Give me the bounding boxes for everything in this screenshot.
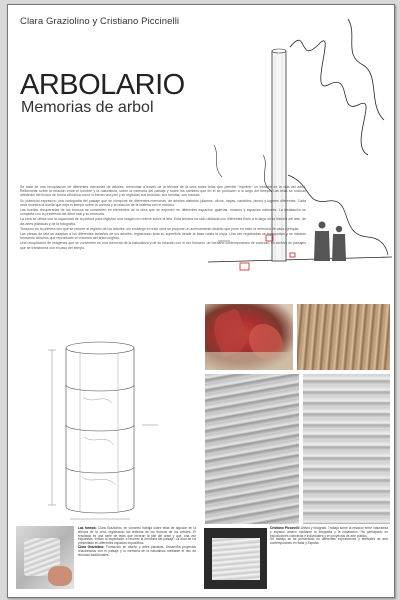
poster [7,4,395,598]
paragraph: Las piezas de tela se adaptan a los diferentes tamaños de los árboles, registrando toda su superficie desde la base hasta la copa. Una vez registradas se transportan y se instalan formando cilindros que reproducen el volumen del árbol original. [20,232,306,241]
paragraph: Una recopilación de imágenes que se convierten en una memoria de la naturaleza y de su relación con el ser humano: un herbario contemporáneo de cortezas, un archivo de paisajes que se transforma con el paso del tiempo. [20,241,306,250]
photo-hand-holding-cloth [16,526,74,589]
caption-name: Cristiano Piccinelli: [270,526,300,530]
poster-subtitle: Memorias de arbol [21,99,154,116]
caption-name: Las formas: [78,526,97,530]
caption-text: Clara Graziolino, en concreto trabaja sobre telas de algodón en la técnica de la cera, registrando las texturas de los troncos de los árboles. El resultado es una serie de telas que recrean la piel del árbol y que, una vez expuestas, invitan al espectador a recorrer la memoria del paisaje. La obra se ha presentado en diferentes espacios expositivos. [78,526,196,546]
photo-wax-cloth-mid [303,374,390,524]
caption-text: Artista y fotógrafo. Trabaja sobre la relación entre naturaleza y espacio urbano mediante la fotografía y la instalación. Ha participado en exposiciones colectivas e individuales y en proyectos de arte público. [270,526,388,538]
paragraph: La cera se utiliza con la capacidad de la pintura para registrar una imagen en relieve sobre la tela. Esta técnica ha sido utilizada con diferentes fines a lo largo de la historia del arte, de las artes plásticas y de la fotografía. [20,217,306,226]
photo-wax-cloth-square [204,528,267,589]
caption-name: Clara Graziolino: [78,544,105,549]
caption-right [270,527,388,546]
paragraph: Su potencial expresivo: una cartografía del paisaje que se compone de diferentes memorias, de árboles distintos (álamos, olivos, hayas, castaños, pinos) y lugares diferentes. Cada obra muestra la huella que deja el tiempo sobre la corteza y la relación de la materia con el entorno. [20,198,306,207]
photo-red-leaves [205,304,293,370]
photo-bark-texture [297,304,390,370]
caption-left [78,527,196,557]
authors: Clara Graziolino y Cristiano Piccinelli [20,16,180,27]
caption-text: Formación en diseño y artes plásticas. Desarrolla proyectos relacionados con el paisaje y la memoria de la naturaleza mediante el uso de técnicas tradicionales. [78,544,196,557]
paragraph: Tampoco es la primera vez que se recurre al registro de los árboles; sin embargo en esta obra se propone un acercamiento distinto que pone en valor la memoria de cada ejemplar. [20,226,300,231]
poster-title: ARBOLARIO [20,69,185,101]
photo-wax-cloth-left [205,374,299,524]
caption-text: Su trabajo se ha presentado en diferentes exposiciones y festivales de arte contemporáneo en Italia y España. [270,537,388,546]
paragraph: Se trata de una recopilación de diferentes memorias de árboles: memorias a través de la técnica de la cera sobre telas que permite "imprimir" un instante de la vida del árbol. Reflexionar sobre la relación entre el hombre y la naturaleza, sobre la memoria del paisaje y sobre los cambios que en él se producen a lo largo del tiempo. Las telas se colocan alrededor del tronco de forma cilíndrica como si fueran una piel y se registran sus texturas, sus heridas, sus marcas. [20,185,306,198]
paragraph: Las huellas recuperadas de los troncos se convierten en elementos de la obra que se exponen en diferentes espacios: galerías, museos y espacios naturales. La instalación se completa con la presencia del árbol real y su memoria. [20,208,306,217]
